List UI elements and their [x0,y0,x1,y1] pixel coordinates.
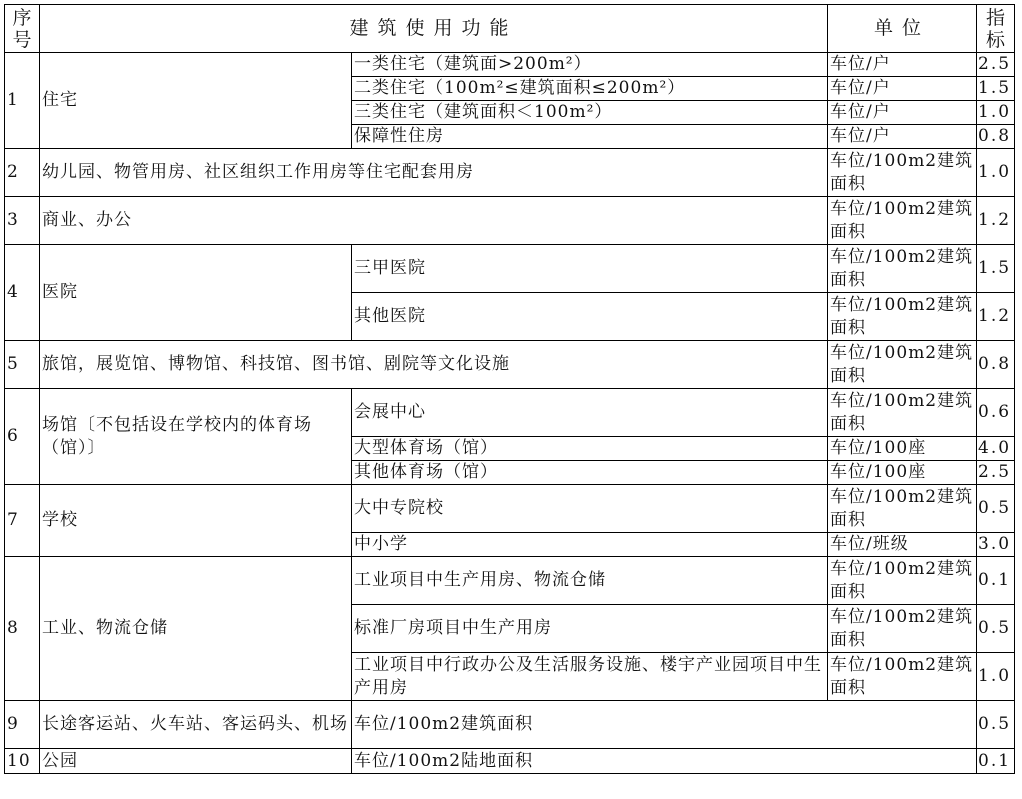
table-row [5,389,1015,437]
unit-cell: 车位/100m2建筑面积 [828,149,977,197]
table-header-row [5,5,1015,53]
unit-cell: 车位/100m2建筑面积 [828,389,977,437]
category-cell: 学校 [40,485,352,557]
subcategory-cell: 标准厂房项目中生产用房 [352,605,828,653]
subcategory-cell: 工业项目中行政办公及生活服务设施、楼宇产业园项目中生产用房 [352,653,828,701]
indicator-cell: 1.0 [977,149,1015,197]
subcategory-cell: 三甲医院 [352,245,828,293]
unit-cell: 车位/100m2建筑面积 [828,293,977,341]
row-number: 6 [5,389,40,485]
table-row [5,341,1015,389]
indicator-cell: 1.5 [977,245,1015,293]
unit-cell: 车位/100座 [828,461,977,485]
table-row [5,149,1015,197]
subcategory-cell: 其他体育场（馆） [352,461,828,485]
table-row [5,197,1015,245]
row-number: 9 [5,701,40,749]
unit-cell: 车位/户 [828,77,977,101]
subcategory-cell: 中小学 [352,533,828,557]
header-function: 建筑使用功能 [40,5,828,53]
table-row [5,245,1015,293]
unit-cell: 车位/100m2建筑面积 [828,245,977,293]
indicator-cell: 1.0 [977,101,1015,125]
row-number: 1 [5,53,40,149]
unit-cell: 车位/班级 [828,533,977,557]
category-cell: 公园 [40,749,352,774]
indicator-cell: 0.8 [977,125,1015,149]
unit-cell: 车位/100m2陆地面积 [352,749,977,774]
subcategory-cell: 保障性住房 [352,125,828,149]
subcategory-cell: 大型体育场（馆） [352,437,828,461]
unit-cell: 车位/户 [828,125,977,149]
subcategory-cell: 会展中心 [352,389,828,437]
unit-cell: 车位/100m2建筑面积 [352,701,977,749]
category-cell: 幼儿园、物管用房、社区组织工作用房等住宅配套用房 [40,149,828,197]
indicator-cell: 0.1 [977,749,1015,774]
category-cell: 住宅 [40,53,352,149]
table-row [5,485,1015,533]
unit-cell: 车位/100m2建筑面积 [828,485,977,533]
row-number: 3 [5,197,40,245]
unit-cell: 车位/100m2建筑面积 [828,605,977,653]
indicator-cell: 0.5 [977,485,1015,533]
row-number: 10 [5,749,40,774]
unit-cell: 车位/户 [828,53,977,77]
category-cell: 医院 [40,245,352,341]
header-indicator: 指标 [977,5,1015,53]
row-number: 5 [5,341,40,389]
subcategory-cell: 二类住宅（100m²≤建筑面积≤200m²） [352,77,828,101]
indicator-cell: 0.8 [977,341,1015,389]
subcategory-cell: 一类住宅（建筑面>200m²） [352,53,828,77]
indicator-cell: 0.5 [977,605,1015,653]
category-cell: 商业、办公 [40,197,828,245]
unit-cell: 车位/100m2建筑面积 [828,557,977,605]
unit-cell: 车位/100m2建筑面积 [828,653,977,701]
header-unit: 单位 [828,5,977,53]
category-cell: 旅馆，展览馆、博物馆、科技馆、图书馆、剧院等文化设施 [40,341,828,389]
indicator-cell: 1.0 [977,653,1015,701]
indicator-cell: 2.5 [977,461,1015,485]
row-number: 4 [5,245,40,341]
indicator-cell: 4.0 [977,437,1015,461]
header-no: 序号 [5,5,40,53]
indicator-cell: 2.5 [977,53,1015,77]
unit-cell: 车位/100座 [828,437,977,461]
subcategory-cell: 工业项目中生产用房、物流仓储 [352,557,828,605]
table-row [5,749,1015,774]
row-number: 8 [5,557,40,701]
indicator-cell: 0.1 [977,557,1015,605]
indicator-cell: 0.6 [977,389,1015,437]
indicator-cell: 1.5 [977,77,1015,101]
unit-cell: 车位/100m2建筑面积 [828,341,977,389]
category-cell: 长途客运站、火车站、客运码头、机场 [40,701,352,749]
indicator-cell: 1.2 [977,293,1015,341]
category-cell: 工业、物流仓储 [40,557,352,701]
row-number: 2 [5,149,40,197]
category-cell: 场馆〔不包括设在学校内的体育场（馆）〕 [40,389,352,485]
subcategory-cell: 其他医院 [352,293,828,341]
unit-cell: 车位/户 [828,101,977,125]
row-number: 7 [5,485,40,557]
table-row [5,557,1015,605]
indicator-cell: 1.2 [977,197,1015,245]
unit-cell: 车位/100m2建筑面积 [828,197,977,245]
subcategory-cell: 三类住宅（建筑面积＜100m²） [352,101,828,125]
indicator-cell: 3.0 [977,533,1015,557]
table-row [5,701,1015,749]
subcategory-cell: 大中专院校 [352,485,828,533]
table-row [5,53,1015,77]
parking-standard-table [4,4,1015,774]
indicator-cell: 0.5 [977,701,1015,749]
